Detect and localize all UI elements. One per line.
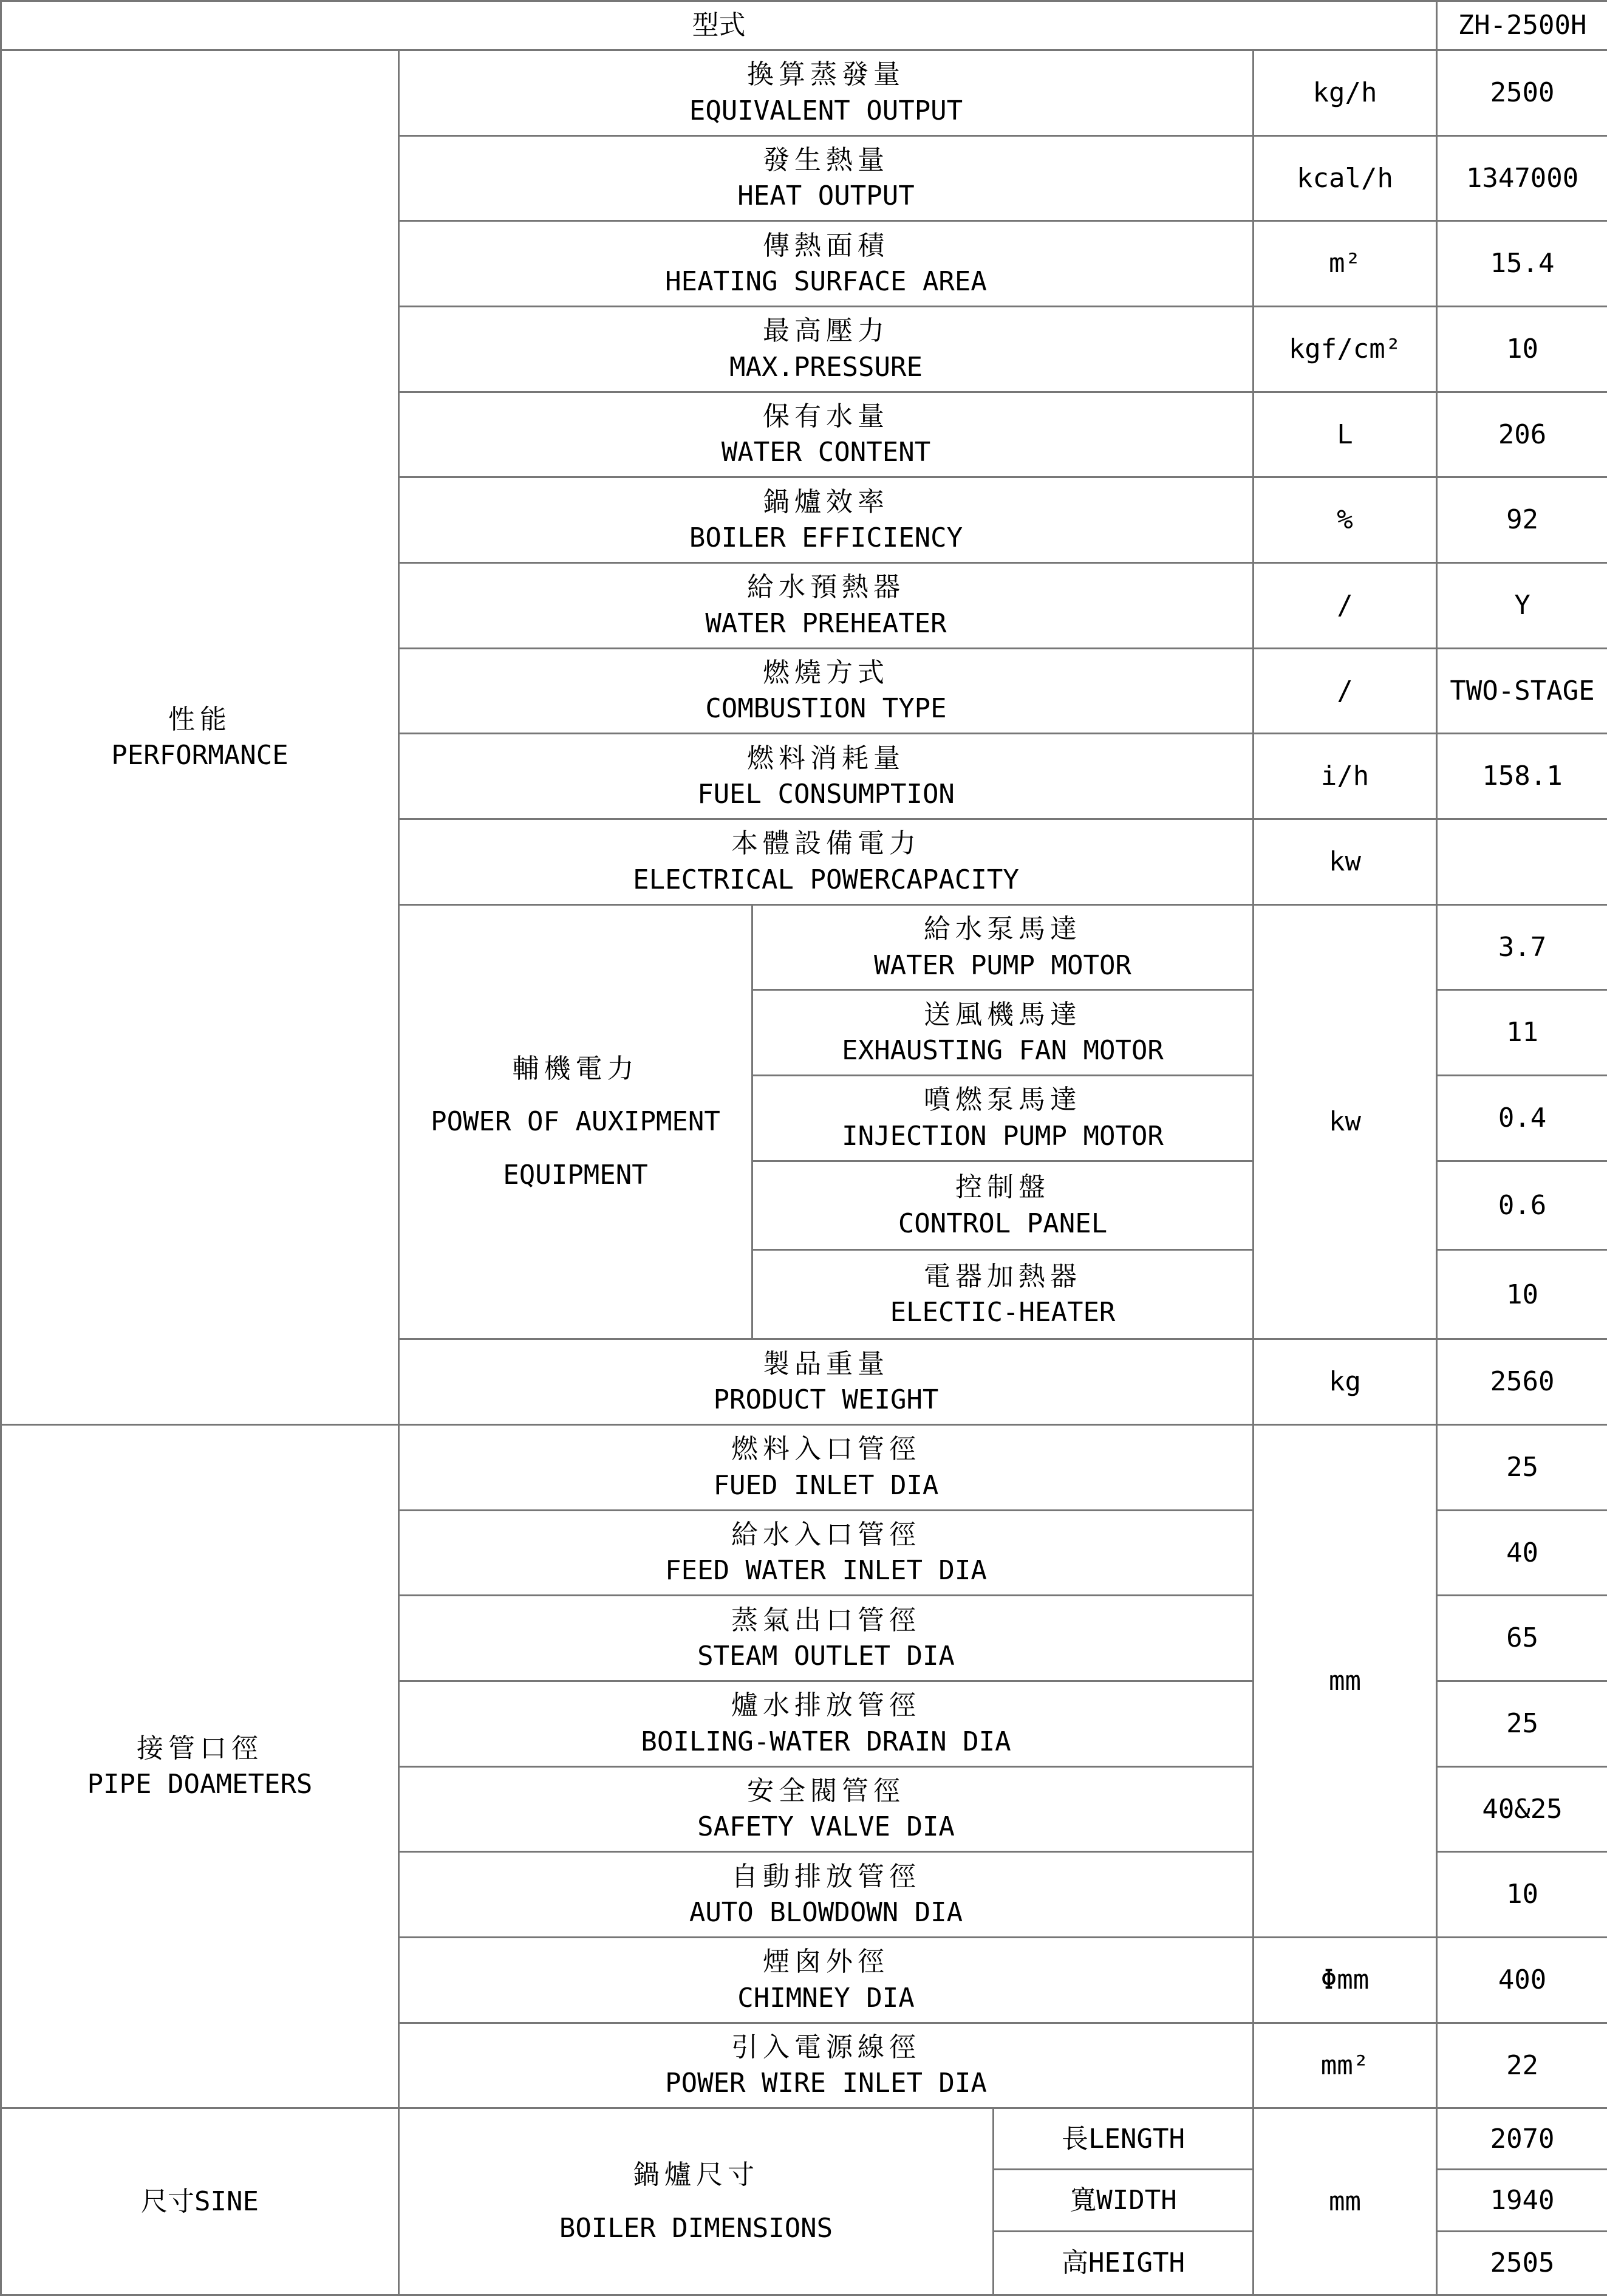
item-en: STEAM OUTLET DIA bbox=[697, 1641, 955, 1672]
item-en: FEED WATER INLET DIA bbox=[665, 1555, 987, 1587]
aux-item-name bbox=[752, 1076, 1254, 1161]
item-name bbox=[399, 562, 1254, 648]
item-zh: 燃燒方式 bbox=[763, 657, 889, 689]
item-zh: 換算蒸發量 bbox=[747, 59, 905, 91]
item-name bbox=[399, 1596, 1254, 1681]
item-en: INJECTION PUMP MOTOR bbox=[842, 1120, 1164, 1152]
dimensions-en: BOILER DIMENSIONS bbox=[559, 2212, 833, 2244]
item-value: 206 bbox=[1437, 392, 1607, 477]
boiler-dimensions-label bbox=[399, 2108, 994, 2295]
model-value: ZH-2500H bbox=[1437, 1, 1607, 50]
item-name bbox=[399, 1424, 1254, 1510]
dimension-label: 寬WIDTH bbox=[994, 2170, 1254, 2231]
item-zh: 煙囪外徑 bbox=[763, 1946, 889, 1978]
item-value: 0.6 bbox=[1437, 1161, 1607, 1250]
item-value: 40&25 bbox=[1437, 1766, 1607, 1852]
aux-power-zh: 輔機電力 bbox=[512, 1053, 639, 1084]
dimension-label: 長LENGTH bbox=[994, 2108, 1254, 2170]
item-en: PRODUCT WEIGHT bbox=[713, 1384, 939, 1415]
item-zh: 鍋爐效率 bbox=[763, 486, 889, 518]
item-name bbox=[399, 648, 1254, 734]
item-en: FUEL CONSUMPTION bbox=[697, 779, 955, 810]
aux-power-en-line2: EQUIPMENT bbox=[503, 1159, 648, 1191]
item-value: 40 bbox=[1437, 1510, 1607, 1596]
item-value: 11 bbox=[1437, 990, 1607, 1076]
item-name bbox=[399, 477, 1254, 563]
item-name bbox=[399, 306, 1254, 392]
aux-item-name bbox=[752, 904, 1254, 990]
item-zh: 給水入口管徑 bbox=[731, 1519, 921, 1550]
item-unit: / bbox=[1254, 648, 1437, 734]
item-zh: 燃料入口管徑 bbox=[731, 1433, 921, 1465]
item-name bbox=[399, 221, 1254, 307]
pipe-zh: 接管口徑 bbox=[137, 1732, 263, 1764]
item-en: FUED INLET DIA bbox=[713, 1469, 939, 1501]
item-en: BOILING-WATER DRAIN DIA bbox=[641, 1726, 1011, 1757]
item-zh: 給水泵馬達 bbox=[924, 914, 1082, 945]
aux-item-name bbox=[752, 990, 1254, 1076]
item-name bbox=[399, 1681, 1254, 1766]
item-unit: kg bbox=[1254, 1339, 1437, 1425]
item-value: 400 bbox=[1437, 1937, 1607, 2023]
dimensions-zh: 鍋爐尺寸 bbox=[633, 2159, 759, 2191]
item-zh: 傳熱面積 bbox=[763, 230, 889, 261]
item-unit: kcal/h bbox=[1254, 135, 1437, 221]
item-en: SAFETY VALVE DIA bbox=[697, 1811, 955, 1843]
item-zh: 送風機馬達 bbox=[924, 999, 1082, 1030]
pipe-unit: mm bbox=[1254, 1424, 1437, 1937]
item-value: 22 bbox=[1437, 2023, 1607, 2108]
item-unit: i/h bbox=[1254, 734, 1437, 819]
item-name bbox=[399, 1339, 1254, 1425]
item-value: 0.4 bbox=[1437, 1076, 1607, 1161]
item-en: ELECTRICAL POWERCAPACITY bbox=[633, 864, 1019, 895]
item-en: EQUIVALENT OUTPUT bbox=[689, 95, 963, 126]
item-en: WATER PUMP MOTOR bbox=[874, 949, 1131, 981]
item-zh: 噴燃泵馬達 bbox=[924, 1084, 1082, 1116]
item-zh: 電器加熱器 bbox=[924, 1260, 1082, 1292]
item-name bbox=[399, 1852, 1254, 1938]
item-zh: 製品重量 bbox=[763, 1348, 889, 1379]
aux-power-en-line1: POWER OF AUXIPMENT bbox=[431, 1106, 720, 1138]
item-unit: Φmm bbox=[1254, 1937, 1437, 2023]
item-zh: 本體設備電力 bbox=[731, 828, 921, 859]
item-en: ELECTIC-HEATER bbox=[890, 1297, 1116, 1328]
aux-power-unit: kw bbox=[1254, 904, 1437, 1339]
item-value: Y bbox=[1437, 562, 1607, 648]
aux-power-label bbox=[399, 904, 752, 1339]
item-value: 65 bbox=[1437, 1596, 1607, 1681]
item-value bbox=[1437, 819, 1607, 905]
item-value: 15.4 bbox=[1437, 221, 1607, 307]
item-en: HEAT OUTPUT bbox=[737, 180, 915, 212]
item-value: 10 bbox=[1437, 306, 1607, 392]
item-en: EXHAUSTING FAN MOTOR bbox=[842, 1035, 1164, 1067]
item-zh: 最高壓力 bbox=[763, 315, 889, 347]
model-row bbox=[1, 1, 1607, 50]
item-name bbox=[399, 1766, 1254, 1852]
item-en: POWER WIRE INLET DIA bbox=[665, 2068, 987, 2099]
performance-group-label bbox=[1, 50, 399, 1424]
item-unit: % bbox=[1254, 477, 1437, 563]
performance-en: PERFORMANCE bbox=[111, 739, 288, 771]
item-name bbox=[399, 50, 1254, 135]
item-en: WATER PREHEATER bbox=[705, 607, 947, 639]
item-name bbox=[399, 819, 1254, 905]
item-value: 25 bbox=[1437, 1424, 1607, 1510]
dimension-value: 2070 bbox=[1437, 2108, 1607, 2170]
item-zh: 發生熱量 bbox=[763, 145, 889, 176]
dimensions-unit: mm bbox=[1254, 2108, 1437, 2295]
item-en: CONTROL PANEL bbox=[898, 1208, 1108, 1239]
item-en: AUTO BLOWDOWN DIA bbox=[689, 1897, 963, 1929]
item-zh: 爐水排放管徑 bbox=[731, 1690, 921, 1721]
item-en: HEATING SURFACE AREA bbox=[665, 266, 987, 298]
item-value: 2560 bbox=[1437, 1339, 1607, 1425]
table-row bbox=[1, 2108, 1607, 2170]
item-value: TWO-STAGE bbox=[1437, 648, 1607, 734]
item-zh: 燃料消耗量 bbox=[747, 742, 905, 774]
item-value: 25 bbox=[1437, 1681, 1607, 1766]
model-label: 型式 bbox=[1, 1, 1437, 50]
item-unit: / bbox=[1254, 562, 1437, 648]
item-name bbox=[399, 2023, 1254, 2108]
aux-item-name bbox=[752, 1250, 1254, 1339]
item-value: 10 bbox=[1437, 1852, 1607, 1938]
item-en: MAX.PRESSURE bbox=[729, 351, 923, 383]
item-zh: 自動排放管徑 bbox=[731, 1860, 921, 1892]
item-unit: m² bbox=[1254, 221, 1437, 307]
item-en: BOILER EFFICIENCY bbox=[689, 522, 963, 554]
item-name bbox=[399, 1510, 1254, 1596]
item-zh: 控制盤 bbox=[955, 1172, 1050, 1203]
item-value: 1347000 bbox=[1437, 135, 1607, 221]
dimension-label: 高HEIGTH bbox=[994, 2231, 1254, 2295]
item-en: COMBUSTION TYPE bbox=[705, 693, 947, 725]
item-name bbox=[399, 392, 1254, 477]
item-unit: kgf/cm² bbox=[1254, 306, 1437, 392]
item-unit: mm² bbox=[1254, 2023, 1437, 2108]
item-value: 158.1 bbox=[1437, 734, 1607, 819]
item-name bbox=[399, 1937, 1254, 2023]
item-value: 10 bbox=[1437, 1250, 1607, 1339]
item-value: 3.7 bbox=[1437, 904, 1607, 990]
item-zh: 安全閥管徑 bbox=[747, 1775, 905, 1806]
item-zh: 保有水量 bbox=[763, 401, 889, 432]
size-group-label: 尺寸SINE bbox=[1, 2108, 399, 2295]
item-unit: kw bbox=[1254, 819, 1437, 905]
dimension-value: 2505 bbox=[1437, 2231, 1607, 2295]
item-value: 92 bbox=[1437, 477, 1607, 563]
table-row bbox=[1, 50, 1607, 135]
item-zh: 給水預熱器 bbox=[747, 572, 905, 603]
item-zh: 引入電源線徑 bbox=[731, 2031, 921, 2063]
item-unit: L bbox=[1254, 392, 1437, 477]
item-name bbox=[399, 135, 1254, 221]
performance-zh: 性能 bbox=[168, 703, 231, 735]
item-en: WATER CONTENT bbox=[721, 437, 931, 468]
table-row bbox=[1, 1424, 1607, 1510]
pipe-group-label bbox=[1, 1424, 399, 2108]
dimension-value: 1940 bbox=[1437, 2170, 1607, 2231]
item-unit: kg/h bbox=[1254, 50, 1437, 135]
item-zh: 蒸氣出口管徑 bbox=[731, 1604, 921, 1636]
aux-item-name bbox=[752, 1161, 1254, 1250]
item-value: 2500 bbox=[1437, 50, 1607, 135]
pipe-en: PIPE DOAMETERS bbox=[87, 1769, 313, 1800]
item-en: CHIMNEY DIA bbox=[737, 1982, 915, 2014]
item-name bbox=[399, 734, 1254, 819]
